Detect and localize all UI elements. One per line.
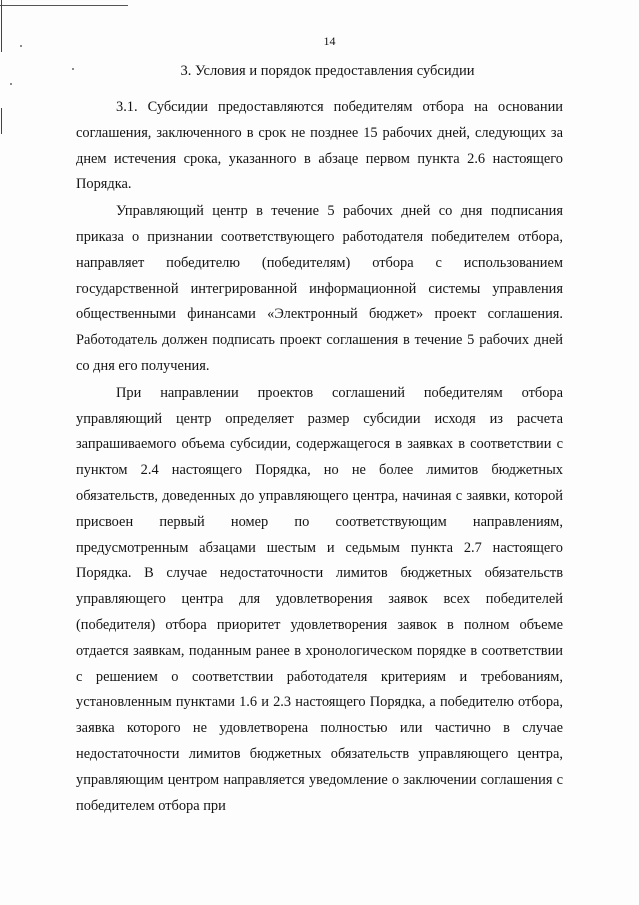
scan-artifact-line bbox=[1, 0, 2, 52]
paragraph: 3.1. Субсидии предоставляются победителям отбора на основании соглашения, заключенного в срок не позднее 15 рабочих дней, следующих за днем истечения срока, указанного в абзаце первом пункта 2.6 настоящего Порядка. bbox=[76, 99, 563, 193]
scan-artifact-line bbox=[1, 108, 2, 134]
section-title: 3. Условия и порядок предоставления субсидии bbox=[180, 63, 475, 79]
scan-speck bbox=[10, 83, 12, 85]
paragraph: При направлении проектов соглашений победителям отбора управляющий центр определяет размер субсидии исходя из расчета запрашиваемого объема субсидии, содержащегося в заявках в соответствии с пунктом 2.4 настоящего Порядка, но не более лимитов бюджетных обязательств, доведенных до управляющего центра, начиная с заявки, которой присвоен первый номер по соответствующим направлениям, предусмотренным абзацами шестым и седьмым пункта 2.7 настоящего Порядка. В случае недостаточности лимитов бюджетных обязательств управляющего центра для удовлетворения заявок всех победителей (победителя) отбора приоритет удовлетворения заявок в полном объеме отдается заявкам, поданным ранее в хронологическом порядке в соответствии с решением о соответствии работодателя критериям и требованиям, установленным пунктами 1.6 и 2.3 настоящего Порядка, а победителю отбора, заявка которого не удовлетворена полностью или частично в случае недостаточности лимитов бюджетных обязательств управляющего центра, управляющим центром направляется уведомление о заключении соглашения с победителем отбора при bbox=[76, 384, 563, 814]
page-number: 14 bbox=[323, 34, 336, 48]
paragraph: Управляющий центр в течение 5 рабочих дней со дня подписания приказа о признании соответствующего работодателя победителем отбора, направляет победителю (победителям) отбора с использованием государственной интегрированной информационной системы управления общественными финансами «Электронный бюджет» проект соглашения. Работодатель должен подписать проект соглашения в течение 5 рабочих дней со дня его получения. bbox=[76, 203, 563, 374]
document-body bbox=[76, 95, 563, 819]
scan-artifact-line bbox=[0, 5, 128, 6]
